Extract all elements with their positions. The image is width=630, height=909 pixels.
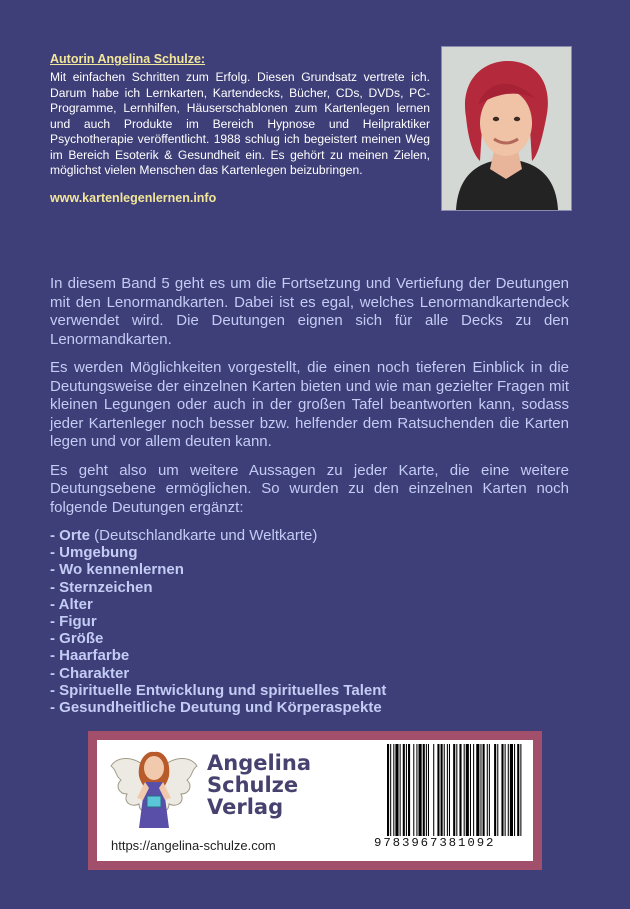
list-item: - Gesundheitliche Deutung und Körperaspekte: [50, 699, 382, 717]
publisher-panel: [97, 740, 533, 861]
description-paragraph-3: Es geht also um weitere Aussagen zu jeder Karte, die eine weitere Deutungsebene ermöglichen. So wurden zu den einzelnen Karten noch folgende Deutungen ergänzt:: [50, 461, 569, 516]
list-item: - Figur: [50, 613, 97, 631]
list-item: - Orte (Deutschlandkarte und Weltkarte): [50, 527, 318, 544]
author-section: [50, 52, 430, 205]
author-photo: [441, 46, 572, 211]
author-bio: Mit einfachen Schritten zum Erfolg. Diesen Grundsatz vertrete ich. Darum habe ich Lernkarten, Kartendecks, Bücher, CDs, DVDs, PC-Programme, Lernhilfen, Häuserschablonen zum Kartenlegen lernen und auch Produkte im Bereich Hypnose und Heilpraktiker Psychotherapie veröffentlicht. 1988 schlug ich begeistert meinen Weg im Bereich Esoterik & Gesundheit ein. Es gehört zu meinen Zielen, möglichst vielen Menschen das Kartenlegen beizubringen.: [50, 70, 430, 177]
publisher-box: [88, 731, 542, 870]
author-heading: Autorin Angelina Schulze:: [50, 52, 206, 66]
publisher-url-link[interactable]: https://angelina-schulze.com: [111, 838, 276, 853]
list-item: - Wo kennenlernen: [50, 561, 184, 579]
description-paragraph-2: Es werden Möglichkeiten vorgestellt, die einen noch tieferen Einblick in die Deutungsweise der einzelnen Karten bieten und wie man gezielter Fragen mit kleinen Legungen oder auch in der großen Tafel beantworten kann, sodass jeder Kartenleger noch besser bzw. helfender dem Ratsuchenden die Karten legen und vor allem deuten kann.: [50, 359, 569, 450]
list-item: - Charakter: [50, 664, 130, 682]
angel-logo-icon: [109, 746, 199, 832]
list-item: - Haarfarbe: [50, 647, 130, 665]
list-item: - Alter: [50, 595, 93, 613]
list-item: - Sternzeichen: [50, 578, 153, 596]
isbn-number: 9783967381092: [374, 836, 496, 850]
list-item: - Umgebung: [50, 544, 138, 562]
book-description: [50, 275, 569, 716]
description-paragraph-1: In diesem Band 5 geht es um die Fortsetzung und Vertiefung der Deutungen mit den Lenormandkarten. Dabei ist es egal, welches Lenormandkartendeck verwendet wird. Die Deutungen eignen sich für alle Decks zu den Lenormandkarten.: [50, 275, 569, 348]
publisher-name: Angelina Schulze Verlag: [207, 751, 311, 819]
topic-list: [50, 527, 569, 716]
isbn-barcode: [385, 744, 523, 850]
list-item: - Spirituelle Entwicklung und spirituelles Talent: [50, 681, 387, 699]
list-item: - Größe: [50, 630, 104, 648]
author-website-link[interactable]: www.kartenlegenlernen.info: [50, 190, 217, 205]
